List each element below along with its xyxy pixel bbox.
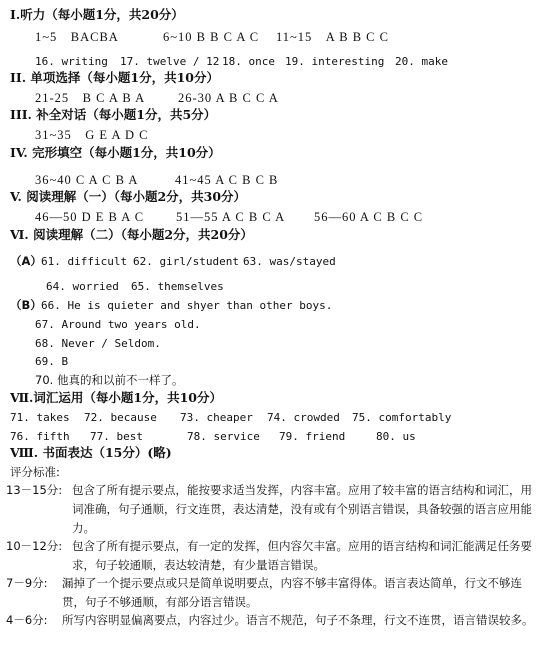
- answer-63: 63. was/stayed: [243, 255, 336, 268]
- answer-67: 67. Around two years old.: [35, 318, 201, 331]
- answer-72: 72. because: [84, 411, 157, 424]
- criteria-title: 评分标准:: [10, 465, 60, 479]
- section-5-title: V. 阅读理解（一）（每小题2分，共30分）: [10, 189, 247, 204]
- answer-18: 18. once: [222, 55, 275, 68]
- section-3-title: III. 补全对话（每小题1分，共5分）: [10, 107, 217, 122]
- answer-80: 80. us: [376, 430, 416, 443]
- answer-75: 75. comfortably: [352, 411, 452, 424]
- answer-41-45: 41~45 A C B C B: [175, 173, 279, 187]
- answer-66: 66. He is quieter and shyer than other boys.: [41, 299, 333, 312]
- section-1-title: Ⅰ.听力（每小题1分，共20分）: [10, 7, 184, 22]
- answer-31-35: 31~35 G E A D C: [35, 128, 149, 142]
- section-8-title: Ⅷ. 书面表达（15分）(略): [10, 445, 172, 460]
- answer-26-30: 26-30 A B C C A: [178, 91, 279, 105]
- criteria-item: [6, 611, 534, 649]
- criteria-range: 13－15分:: [6, 483, 63, 497]
- answer-61: 61. difficult: [41, 255, 128, 268]
- answer-70: 70. 他真的和以前不一样了。: [35, 373, 184, 387]
- answer-71: 71. takes: [10, 411, 70, 424]
- answer-17: 17. twelve / 12: [120, 55, 220, 68]
- answer-79: 79. friend: [279, 430, 346, 443]
- answer-36-40: 36~40 C A C B A: [35, 173, 139, 187]
- criteria-text: 所写内容明显偏离要点，内容过少。语言不规范，句子不条理，行文不连贯，语言错误较多。: [62, 613, 534, 627]
- criteria-range: 4－6分:: [6, 613, 48, 627]
- part-b-label: （B）: [10, 298, 42, 312]
- criteria-item: [6, 537, 534, 575]
- answer-77: 77. best: [90, 430, 143, 443]
- answer-62: 62. girl/student: [133, 255, 239, 268]
- answer-69: 69. B: [35, 355, 69, 368]
- answer-19: 19. interesting: [285, 55, 385, 68]
- answer-76: 76. fifth: [10, 430, 70, 443]
- criteria-item: [6, 481, 534, 538]
- part-a-label: （A）: [10, 254, 42, 268]
- answer-46-50: 46—50 D E B A C: [35, 210, 145, 224]
- answer-1-5: 1~5 BACBA: [35, 30, 119, 44]
- answer-20: 20. make: [395, 55, 448, 68]
- criteria-text: 包含了所有提示要点，有一定的发挥，但内容欠丰富。应用的语言结构和词汇能满足任务要求，句子较通顺，表达较清楚，有少量语言错误。: [72, 539, 532, 572]
- answer-73: 73. cheaper: [180, 411, 253, 424]
- answer-78: 78. service: [187, 430, 260, 443]
- answer-51-55: 51—55 A C B C A: [176, 210, 286, 224]
- criteria-item: [6, 574, 534, 612]
- criteria-range: 10－12分:: [6, 539, 63, 553]
- answer-11-15: 11~15 A B B C C: [276, 30, 389, 44]
- section-7-title: Ⅶ.词汇运用（每小题1分，共10分）: [10, 390, 223, 405]
- answer-56-60: 56—60 A C B C C: [314, 210, 424, 224]
- answer-64: 64. worried: [46, 280, 119, 293]
- section-4-title: IV. 完形填空（每小题1分，共10分）: [10, 145, 221, 160]
- answer-74: 74. crowded: [267, 411, 340, 424]
- answer-6-10: 6~10 B B C A C: [163, 30, 260, 44]
- criteria-text: 包含了所有提示要点，能按要求适当发挥，内容丰富。应用了较丰富的语言结构和词汇，用词准确，句子通顺，行文连贯，表达清楚，没有或有个别语言错误，具备较强的语言应用能力。: [72, 483, 532, 535]
- answer-21-25: 21-25 B C A B A: [35, 91, 146, 105]
- criteria-range: 7－9分:: [6, 576, 48, 590]
- answer-16: 16. writing: [35, 55, 108, 68]
- criteria-text: 漏掉了一个提示要点或只是简单说明要点，内容不够丰富得体。语言表达简单，行文不够连贯，句子不够通顺，有部分语言错误。: [62, 576, 522, 609]
- section-2-title: II. 单项选择（每小题1分，共10分）: [10, 70, 219, 85]
- section-6-title: Ⅵ. 阅读理解（二）（每小题2分，共20分）: [10, 227, 253, 242]
- answer-68: 68. Never / Seldom.: [35, 337, 161, 350]
- answer-65: 65. themselves: [131, 280, 224, 293]
